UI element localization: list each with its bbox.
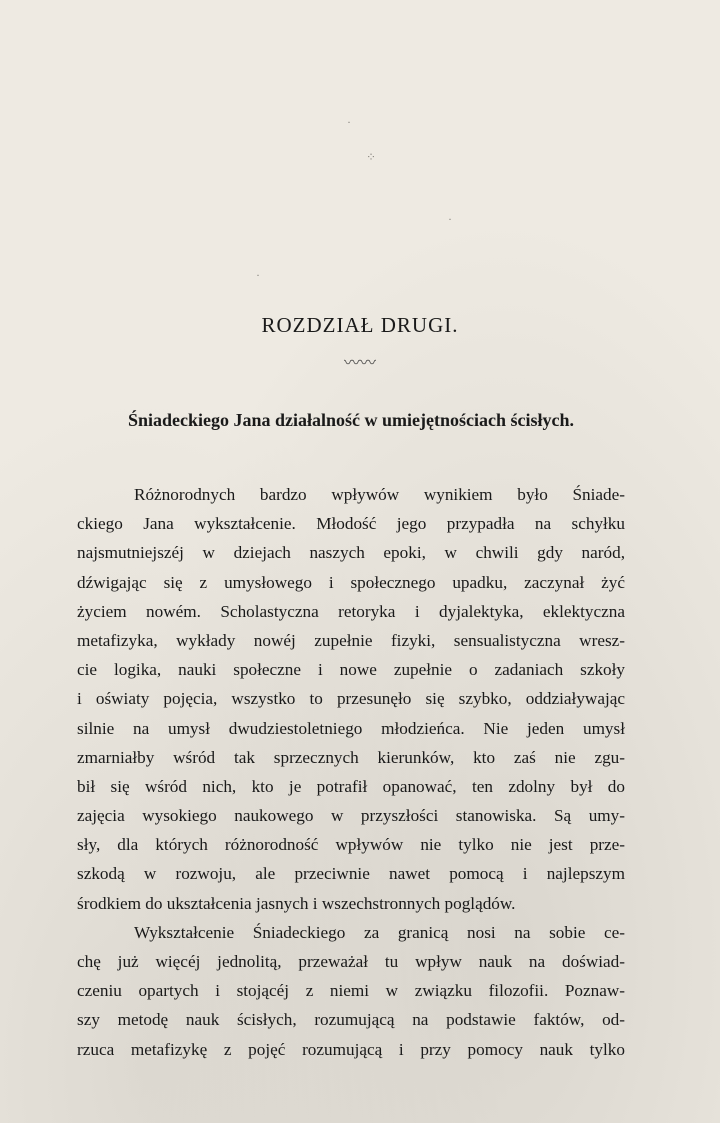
text-line: metafizyka, wykłady nowéj zupełnie fizyki, sensualistyczna wresz- bbox=[77, 630, 625, 650]
print-speck: · bbox=[256, 268, 260, 282]
text-line: silnie na umysł dwudziestoletniego młodzieńca. Nie jeden umysł bbox=[77, 718, 625, 738]
text-line: chę już więcéj jednolitą, przeważał tu wpływ nauk na doświad- bbox=[77, 952, 625, 971]
text-line: cie logika, nauki społeczne i nowe zupełnie o zadaniach szkoły bbox=[77, 660, 625, 680]
chapter-subtitle: Śniadeckiego Jana działalność w umiejętnościach ścisłych. bbox=[127, 410, 574, 430]
text-line: Różnorodnych bardzo wpływów wynikiem było Śniade- bbox=[134, 485, 625, 504]
print-speck: · bbox=[448, 212, 452, 226]
ornament-divider: 〰〰 bbox=[343, 355, 376, 372]
text-line: ckiego Jana wykształcenie. Młodość jego przypadła na schyłku bbox=[77, 514, 625, 534]
text-line: bił się wśród nich, kto je potrafił opanować, ten zdolny był do bbox=[77, 776, 625, 796]
text-line: Wykształcenie Śniadeckiego za granicą nosi na sobie ce- bbox=[134, 922, 625, 942]
text-line: i oświaty pojęcia, wszystko to przesunęło się szybko, oddziaływając bbox=[77, 689, 625, 709]
text-line: życiem nowém. Scholastyczna retoryka i dyjalektyka, eklektyczna bbox=[77, 601, 625, 621]
text-line: dźwigając się z umysłowego i społecznego upadku, zaczynał żyć bbox=[77, 572, 625, 592]
text-line: rzuca metafizykę z pojęć rozumującą i przy pomocy nauk tylko bbox=[77, 1039, 625, 1059]
body-text bbox=[77, 480, 625, 1064]
text-line: szkodą w rozwoju, ale przeciwnie nawet pomocą i najlepszym bbox=[77, 864, 625, 884]
text-line: czeniu opartych i stojącéj z niemi w związku filozofii. Poznaw- bbox=[77, 981, 625, 1001]
print-speck: ⁘ bbox=[366, 150, 377, 164]
text-line: zmarniałby wśród tak sprzecznych kierunków, kto zaś nie zgu- bbox=[77, 747, 625, 767]
chapter-title: ROZDZIAŁ DRUGI. bbox=[261, 313, 459, 337]
text-line: szy metodę nauk ścisłych, rozumującą na podstawie faktów, od- bbox=[77, 1010, 625, 1030]
print-speck: · bbox=[347, 115, 351, 129]
text-line: zajęcia wysokiego naukowego w przyszłości stanowiska. Są umy- bbox=[77, 806, 625, 826]
text-line: sły, dla których różnorodność wpływów nie tylko nie jest prze- bbox=[77, 835, 625, 855]
text-line: środkiem do ukształcenia jasnych i wszechstronnych poglądów. bbox=[77, 893, 516, 913]
text-line: najsmutniejszéj w dziejach naszych epoki, w chwili gdy naród, bbox=[77, 543, 625, 563]
